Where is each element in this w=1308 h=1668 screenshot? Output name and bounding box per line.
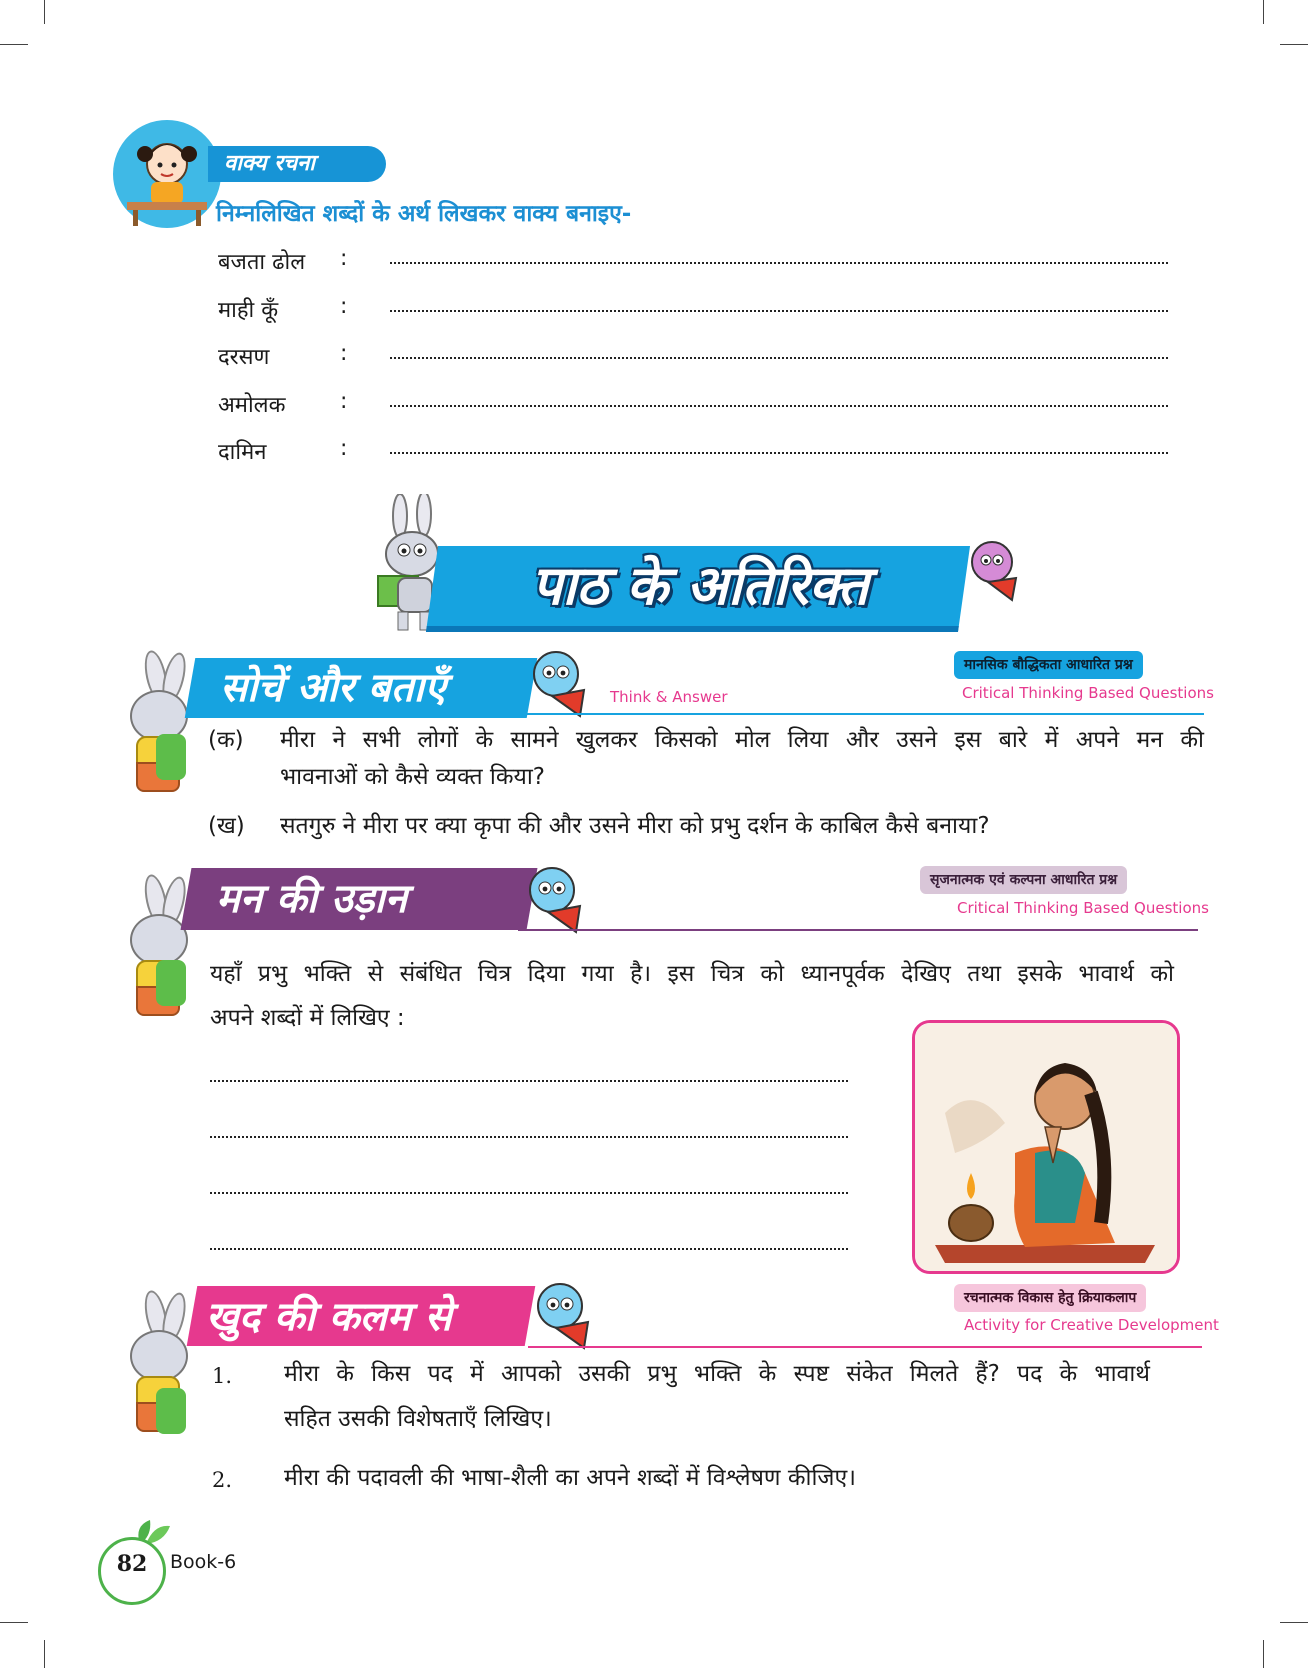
word-row [218, 436, 1168, 476]
answer-line[interactable] [210, 1134, 848, 1138]
word-label: दामिन [218, 440, 267, 465]
page-number: 82 [116, 1551, 148, 1577]
item-text: मीरा के किस पद में आपको उसकी प्रभु भक्ति के स्पष्ट संकेत मिलते हैं? पद के भावार्थ [284, 1361, 1150, 1387]
vakya-rachna-tab: वाक्य रचना [208, 146, 386, 182]
item-number: 1. [212, 1364, 233, 1388]
answer-line[interactable] [390, 294, 1168, 312]
word-row [218, 294, 1168, 334]
path-ke-atirikt-title: पाठ के अतिरिक्त [531, 554, 869, 617]
crop-mark [1280, 44, 1308, 45]
answer-line[interactable] [210, 1246, 848, 1250]
word-colon: : [340, 341, 348, 366]
answer-line[interactable] [390, 436, 1168, 454]
word-colon: : [340, 246, 348, 271]
word-colon: : [340, 294, 348, 319]
soche-batayen-tag-english: Critical Thinking Based Questions [962, 684, 1214, 702]
praying-woman-icon [915, 1023, 1177, 1271]
crop-mark [44, 0, 45, 24]
girl-mascot-icon [113, 120, 221, 228]
item-text: सहित उसकी विशेषताएँ लिखिए। [284, 1406, 552, 1432]
soche-batayen-tag: मानसिक बौद्धिकता आधारित प्रश्न [954, 651, 1143, 679]
answer-line[interactable] [390, 341, 1168, 359]
crop-mark [0, 44, 28, 45]
pencil-mascot-icon [528, 648, 598, 718]
crop-mark [1280, 1622, 1308, 1623]
answer-line[interactable] [390, 389, 1168, 407]
man-ki-udan-title: मन की उड़ान [216, 876, 407, 922]
word-label: दरसण [218, 345, 270, 370]
question-label: (ख) [208, 813, 245, 839]
word-label: बजता ढोल [218, 250, 306, 275]
man-ki-udan-text: अपने शब्दों में लिखिए : [210, 1005, 405, 1031]
crop-mark [0, 1622, 28, 1623]
crop-mark [1263, 0, 1264, 24]
man-ki-udan-tag: सृजनात्मक एवं कल्पना आधारित प्रश्न [920, 866, 1127, 894]
answer-line[interactable] [210, 1078, 848, 1082]
pencil-prop [156, 734, 186, 780]
word-colon: : [340, 389, 348, 414]
section-rule [520, 713, 1204, 715]
question-text: मीरा ने सभी लोगों के सामने खुलकर किसको मोल लिया और उसने इस बारे में अपने मन की [280, 727, 1204, 753]
soche-batayen-subtitle: Think & Answer [610, 688, 728, 706]
book-label: Book-6 [170, 1551, 237, 1573]
vakya-rachna-instruction: निम्नलिखित शब्दों के अर्थ लिखकर वाक्य बनाइए- [216, 201, 632, 227]
man-ki-udan-text: यहाँ प्रभु भक्ति से संबंधित चित्र दिया गया है। इस चित्र को ध्यानपूर्वक देखिए तथा इसके भावार्थ को [210, 961, 1174, 987]
pencil-mascot-icon [524, 864, 594, 934]
pencil-prop [156, 1388, 186, 1434]
answer-line[interactable] [390, 246, 1168, 264]
item-number: 2. [212, 1468, 233, 1492]
khud-ki-kalam-tag-english: Activity for Creative Development [964, 1316, 1219, 1334]
pencil-prop [156, 960, 186, 1006]
pencil-mascot-icon [532, 1280, 602, 1350]
question-text: सतगुरु ने मीरा पर क्या कृपा की और उसने मीरा को प्रभु दर्शन के काबिल कैसे बनाया? [280, 813, 990, 839]
word-label: माही कूँ [218, 298, 279, 323]
section-rule [518, 929, 1198, 931]
item-text: मीरा की पदावली की भाषा-शैली का अपने शब्दों में विश्लेषण कीजिए। [284, 1465, 856, 1491]
man-ki-udan-tag-english: Critical Thinking Based Questions [957, 899, 1209, 917]
khud-ki-kalam-title: खुद की कलम से [206, 1294, 452, 1340]
question-text: भावनाओं को कैसे व्यक्त किया? [280, 764, 545, 790]
crop-mark [44, 1640, 45, 1668]
word-row [218, 389, 1168, 429]
question-label: (क) [208, 727, 244, 753]
section-rule [528, 1346, 1202, 1348]
word-row [218, 341, 1168, 381]
praying-woman-image [912, 1020, 1180, 1274]
soche-batayen-title: सोचें और बताएँ [220, 665, 447, 711]
khud-ki-kalam-tag: रचनात्मक विकास हेतु क्रियाकलाप [954, 1284, 1146, 1312]
word-row [218, 246, 1168, 286]
pencil-mascot-icon [966, 538, 1026, 604]
answer-line[interactable] [210, 1190, 848, 1194]
word-colon: : [340, 436, 348, 461]
crop-mark [1263, 1640, 1264, 1668]
word-label: अमोलक [218, 393, 286, 418]
